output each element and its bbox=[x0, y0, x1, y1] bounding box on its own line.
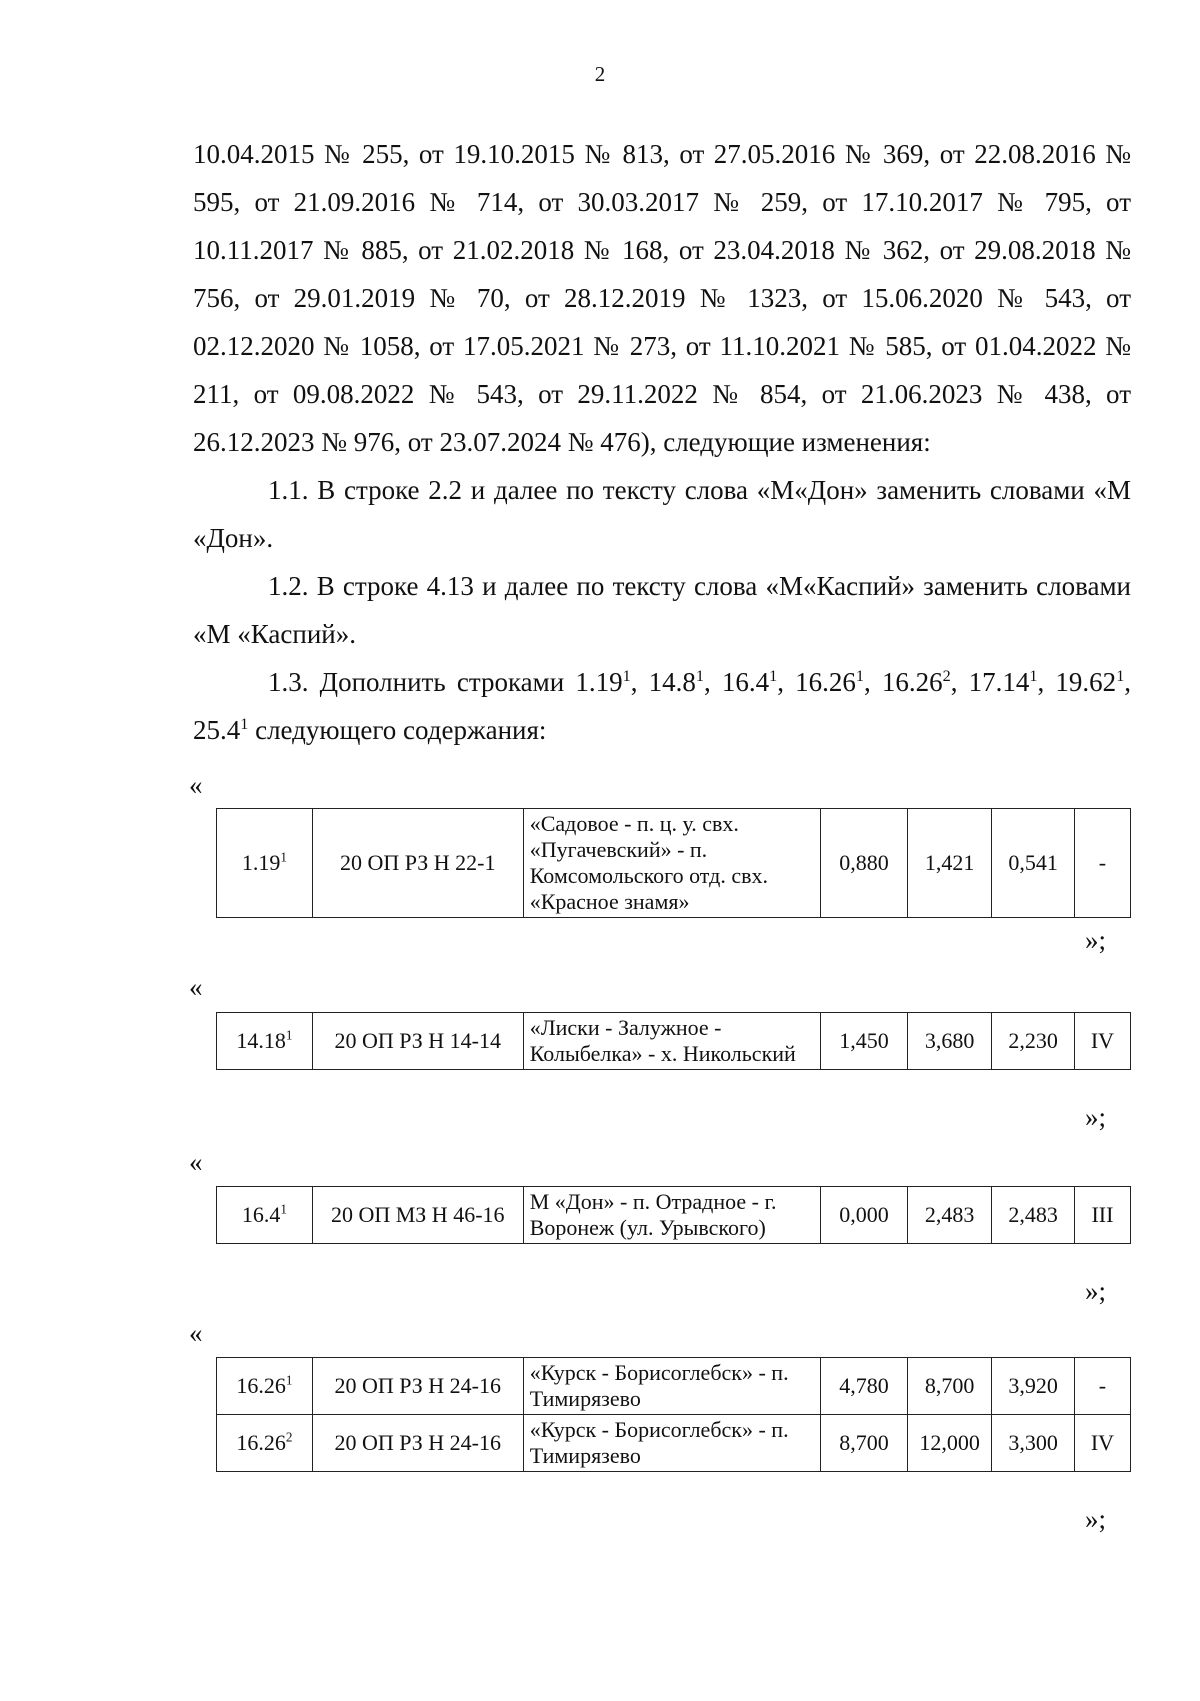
intro-paragraph: 10.04.2015 № 255, от 19.10.2015 № 813, от 27.05.2016 № 369, от 22.08.2016 № 595, от 21.09.2016 № 714, от 30.03.2017 № 259, от 17.10.2017 № 795, от 10.11.2017 № 885, от 21.02.2018 № 168, от 23.04.2018 № 362, от 29.08.2018 № 756, от 29.01.2019 № 70, от 28.12.2019 № 1323, от 15.06.2020 № 543, от 02.12.2020 № 1058, от 17.05.2021 № 273, от 11.10.2021 № 585, от 01.04.2022 № 211, от 09.08.2022 № 543, от 29.11.2022 № 854, от 21.06.2023 № 438, от 26.12.2023 № 976, от 23.07.2024 № 476), следующие изменения: bbox=[193, 139, 1131, 457]
road-table-3 bbox=[216, 1186, 1131, 1244]
length: 3,300 bbox=[992, 1415, 1075, 1472]
category: - bbox=[1074, 1358, 1130, 1415]
row-number: 16.26$^1$ bbox=[217, 1358, 313, 1415]
superscript: 1 bbox=[622, 667, 631, 685]
km-start: 0,000 bbox=[821, 1187, 908, 1244]
km-end: 12,000 bbox=[907, 1415, 992, 1472]
item-1-1: 1.1. В строке 2.2 и далее по тексту слова «М«Дон» заменить словами «М «Дон». bbox=[193, 475, 1131, 553]
km-end: 8,700 bbox=[907, 1358, 992, 1415]
item-1-3-text: , 16.26 bbox=[863, 667, 943, 697]
road-code: 20 ОП РЗ Н 14-14 bbox=[312, 1013, 523, 1070]
superscript: 1 bbox=[855, 667, 864, 685]
page-number: 2 bbox=[594, 62, 606, 86]
category: IV bbox=[1074, 1013, 1130, 1070]
road-name: «Курск - Борисоглебск» - п. Тимирязево bbox=[523, 1358, 821, 1415]
opening-quote: « bbox=[189, 770, 203, 800]
km-end: 1,421 bbox=[907, 809, 992, 918]
length: 2,483 bbox=[992, 1187, 1075, 1244]
superscript: 1 bbox=[1029, 667, 1038, 685]
road-table-4 bbox=[216, 1357, 1131, 1472]
item-1-3-text: , 19.62 bbox=[1037, 667, 1117, 697]
superscript: 1 bbox=[1116, 667, 1125, 685]
road-name: М «Дон» - п. Отрадное - г. Воронеж (ул. Урывского) bbox=[523, 1187, 821, 1244]
road-table-2 bbox=[216, 1012, 1131, 1070]
item-1-3-text: , 17.14 bbox=[950, 667, 1030, 697]
closing-quote: »; bbox=[1085, 1504, 1107, 1534]
table-row bbox=[217, 1358, 1131, 1415]
item-1-3-text: , 16.26 bbox=[777, 667, 856, 697]
item-1-3-text: , 14.8 bbox=[630, 667, 696, 697]
opening-quote: « bbox=[189, 972, 203, 1002]
road-code: 20 ОП РЗ Н 22-1 bbox=[312, 809, 523, 918]
category: - bbox=[1074, 809, 1130, 918]
category: III bbox=[1074, 1187, 1130, 1244]
opening-quote: « bbox=[189, 1147, 203, 1177]
row-number: 16.4$^1$ bbox=[217, 1187, 313, 1244]
closing-quote: »; bbox=[1085, 1102, 1107, 1132]
length: 3,920 bbox=[992, 1358, 1075, 1415]
road-name: «Лиски - Залужное - Колыбелка» - х. Никольский bbox=[523, 1013, 821, 1070]
length: 0,541 bbox=[992, 809, 1075, 918]
item-1-3-text: 1.3. Дополнить строками 1.19 bbox=[268, 667, 623, 697]
superscript: 1 bbox=[769, 667, 778, 685]
road-code: 20 ОП РЗ Н 24-16 bbox=[312, 1358, 523, 1415]
superscript: 1 bbox=[695, 667, 704, 685]
item-1-3-text: , 16.4 bbox=[703, 667, 770, 697]
category: IV bbox=[1074, 1415, 1130, 1472]
km-end: 3,680 bbox=[907, 1013, 992, 1070]
superscript: 1 bbox=[240, 715, 249, 733]
km-end: 2,483 bbox=[907, 1187, 992, 1244]
item-1-2: 1.2. В строке 4.13 и далее по тексту слова «М«Каспий» заменить словами «М «Каспий». bbox=[193, 571, 1131, 649]
document-body bbox=[193, 130, 1131, 754]
row-number: 1.19$^1$ bbox=[217, 809, 313, 918]
opening-quote: « bbox=[189, 1318, 203, 1348]
item-1-3-text: , 25.4 bbox=[193, 667, 1132, 745]
length: 2,230 bbox=[992, 1013, 1075, 1070]
superscript: 2 bbox=[942, 667, 951, 685]
km-start: 4,780 bbox=[821, 1358, 908, 1415]
row-number: 16.26$^2$ bbox=[217, 1415, 313, 1472]
km-start: 0,880 bbox=[821, 809, 908, 918]
item-1-3 bbox=[193, 658, 1131, 754]
table-row bbox=[217, 809, 1131, 918]
table-row bbox=[217, 1013, 1131, 1070]
road-code: 20 ОП МЗ Н 46-16 bbox=[312, 1187, 523, 1244]
road-table-1 bbox=[216, 808, 1131, 918]
km-start: 1,450 bbox=[821, 1013, 908, 1070]
road-name: «Садовое - п. ц. у. свх. «Пугачевский» - п. Комсомольского отд. свх. «Красное знамя» bbox=[523, 809, 821, 918]
row-number: 14.18$^1$ bbox=[217, 1013, 313, 1070]
table-row bbox=[217, 1415, 1131, 1472]
road-name: «Курск - Борисоглебск» - п. Тимирязево bbox=[523, 1415, 821, 1472]
table-row bbox=[217, 1187, 1131, 1244]
km-start: 8,700 bbox=[821, 1415, 908, 1472]
item-1-3-text: следующего содержания: bbox=[248, 715, 547, 745]
closing-quote: »; bbox=[1085, 1276, 1107, 1306]
road-code: 20 ОП РЗ Н 24-16 bbox=[312, 1415, 523, 1472]
closing-quote: »; bbox=[1085, 925, 1107, 955]
